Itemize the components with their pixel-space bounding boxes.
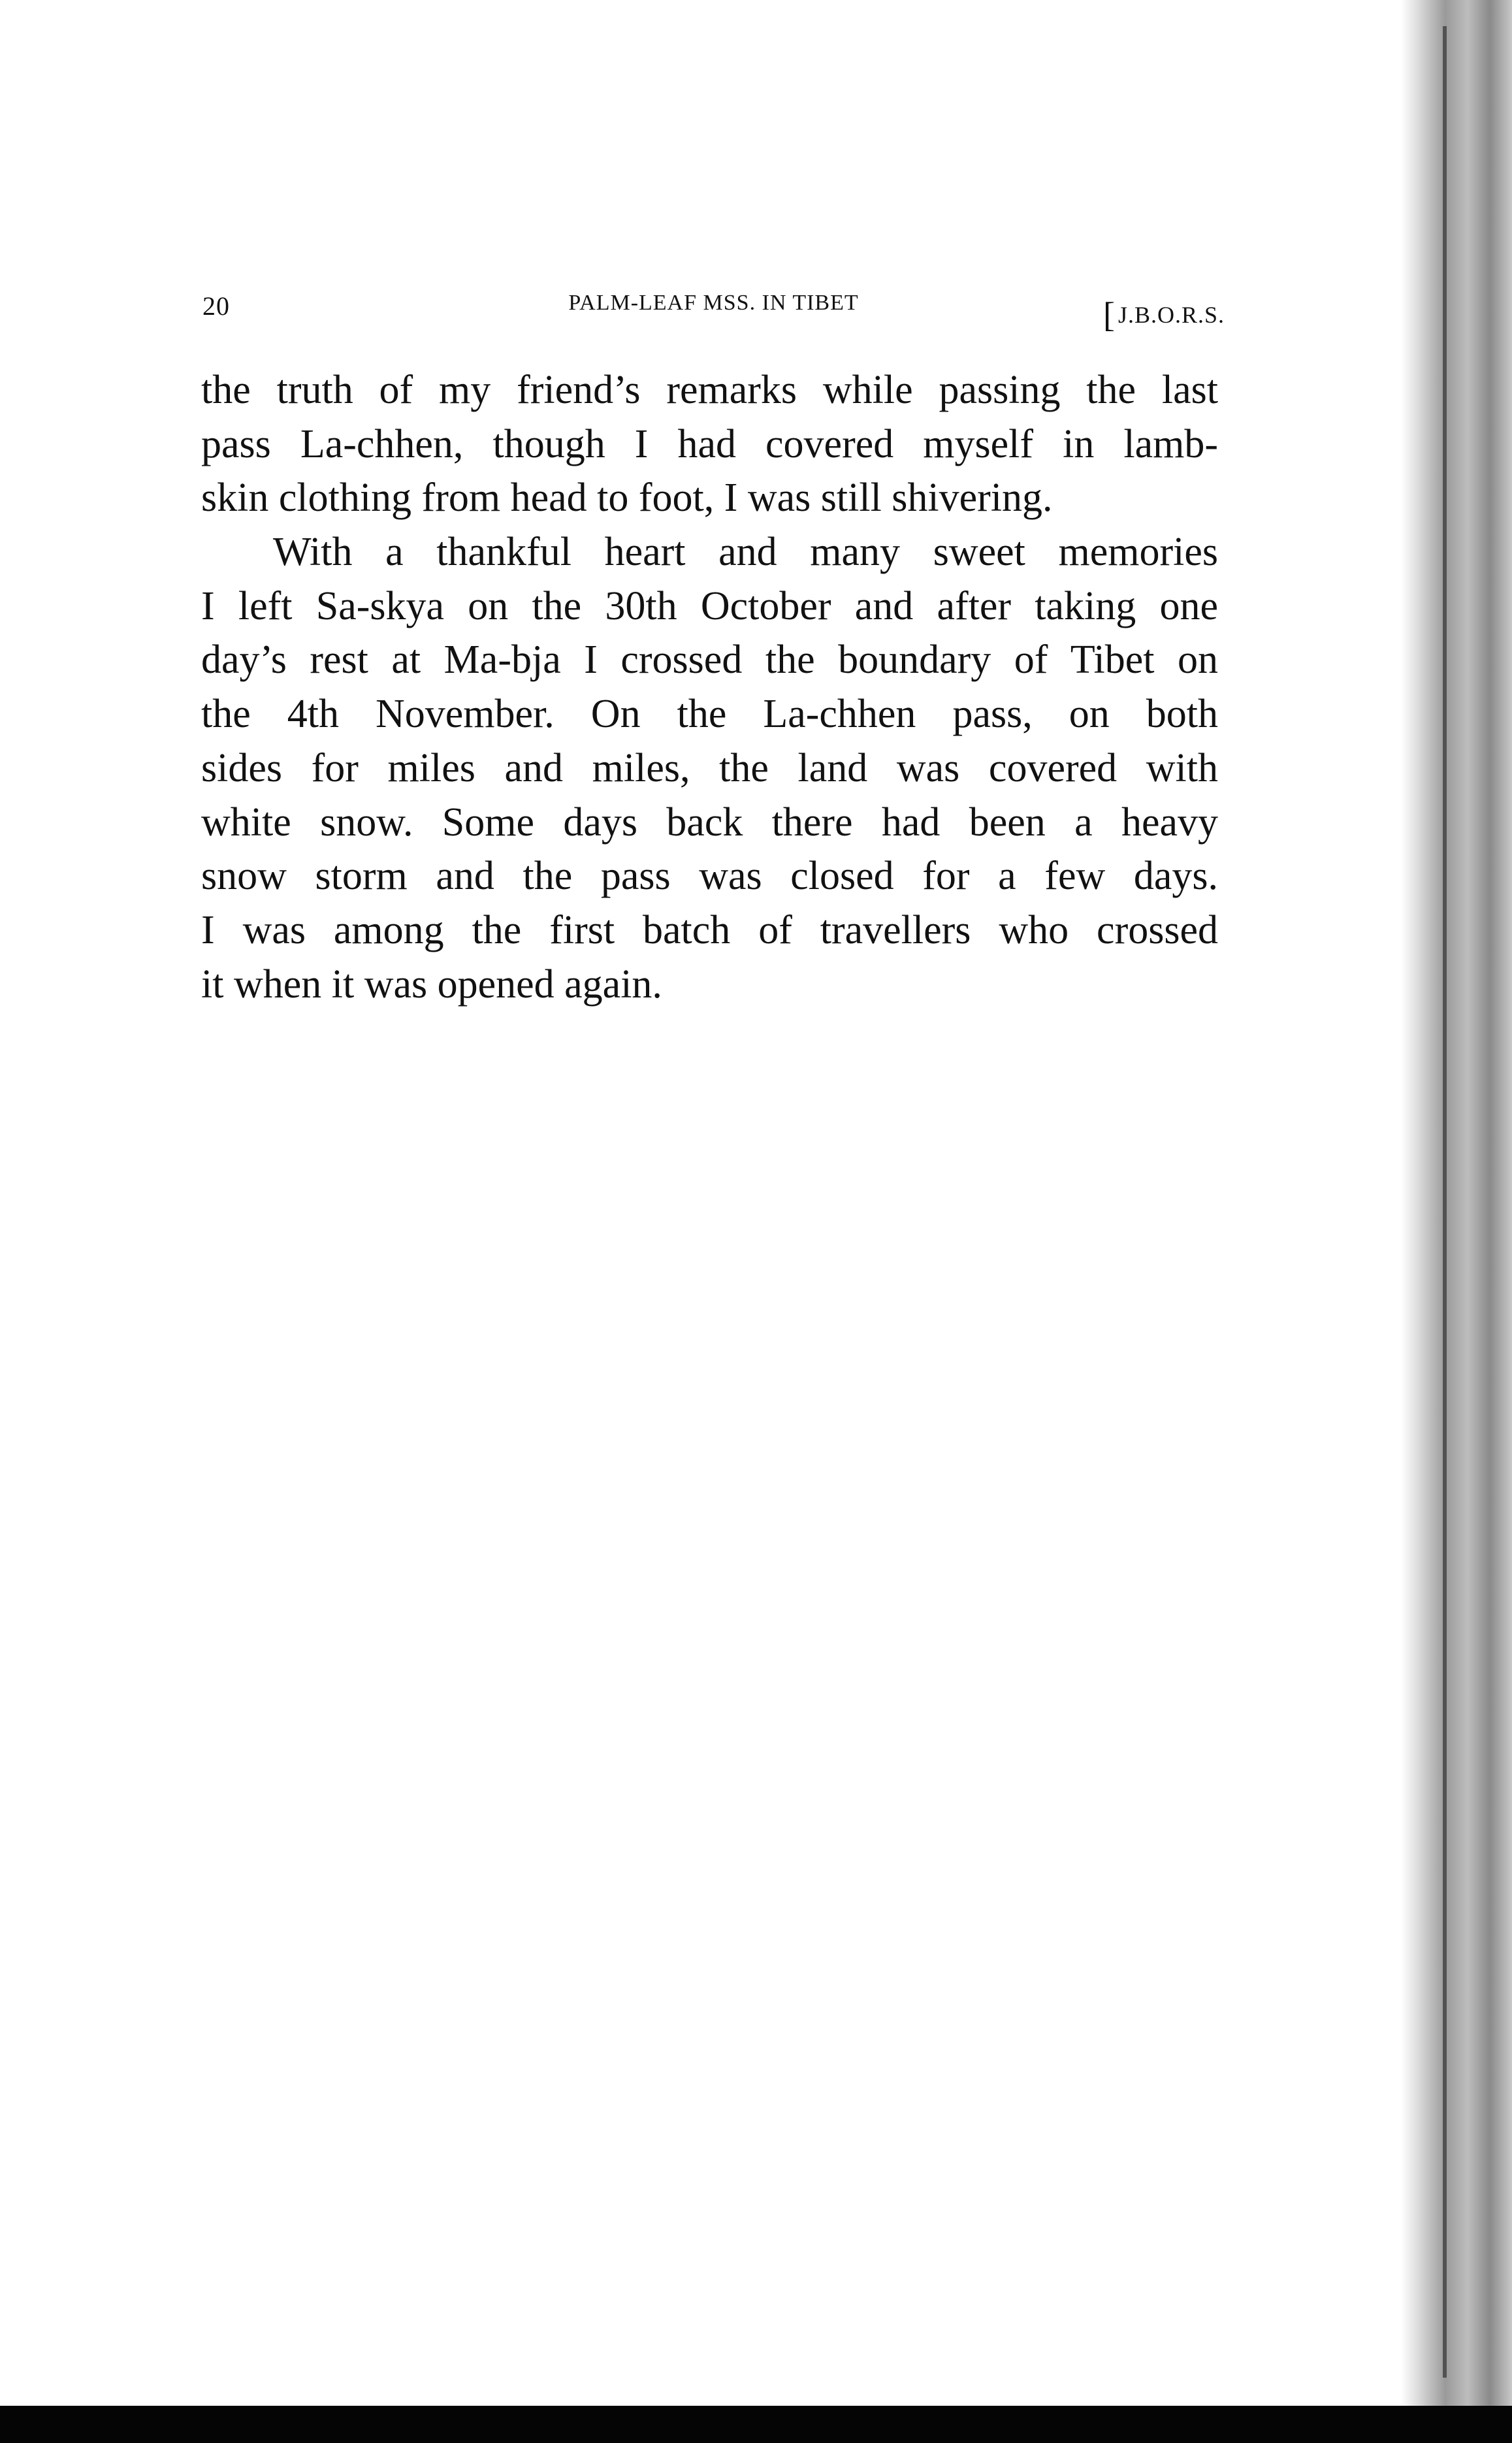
text-line: the truth of my friend’s remarks while passing the last xyxy=(201,368,1218,412)
text-line: day’s rest at Ma-bja I crossed the boundary of Tibet on xyxy=(201,638,1218,683)
text-line: I was among the first batch of travellers who crossed xyxy=(201,907,1218,952)
journal-name: J.B.O.R.S. xyxy=(1118,302,1225,328)
text-line: it when it was opened again. xyxy=(201,962,662,1007)
paragraph-1 xyxy=(201,363,1218,525)
scanned-page-edge xyxy=(1401,0,1512,2406)
body-text xyxy=(201,363,1218,1011)
text-line: white snow. Some days back there had been a heavy xyxy=(201,800,1218,845)
text-line: With a thankful heart and many sweet memories xyxy=(273,530,1218,575)
page-number: 20 xyxy=(202,291,230,321)
journal-abbrev xyxy=(1102,291,1225,334)
paragraph-2 xyxy=(201,525,1218,1011)
text-line: pass La-chhen, though I had covered myself in lamb- xyxy=(201,421,1218,466)
text-line: skin clothing from head to foot, I was still shivering. xyxy=(201,476,1053,521)
running-title: PALM-LEAF MSS. IN TIBET xyxy=(568,291,859,315)
text-line: the 4th November. On the La-chhen pass, on both xyxy=(201,692,1218,737)
scan-bottom-border xyxy=(0,2406,1512,2443)
running-header xyxy=(202,291,1225,334)
text-line: snow storm and the pass was closed for a few days. xyxy=(201,854,1218,899)
bracket: [ xyxy=(1102,295,1116,334)
text-line: sides for miles and miles, the land was covered with xyxy=(201,745,1218,790)
binding-shadow xyxy=(1443,26,1447,2378)
text-line: I left Sa-skya on the 30th October and after taking one xyxy=(201,583,1218,628)
